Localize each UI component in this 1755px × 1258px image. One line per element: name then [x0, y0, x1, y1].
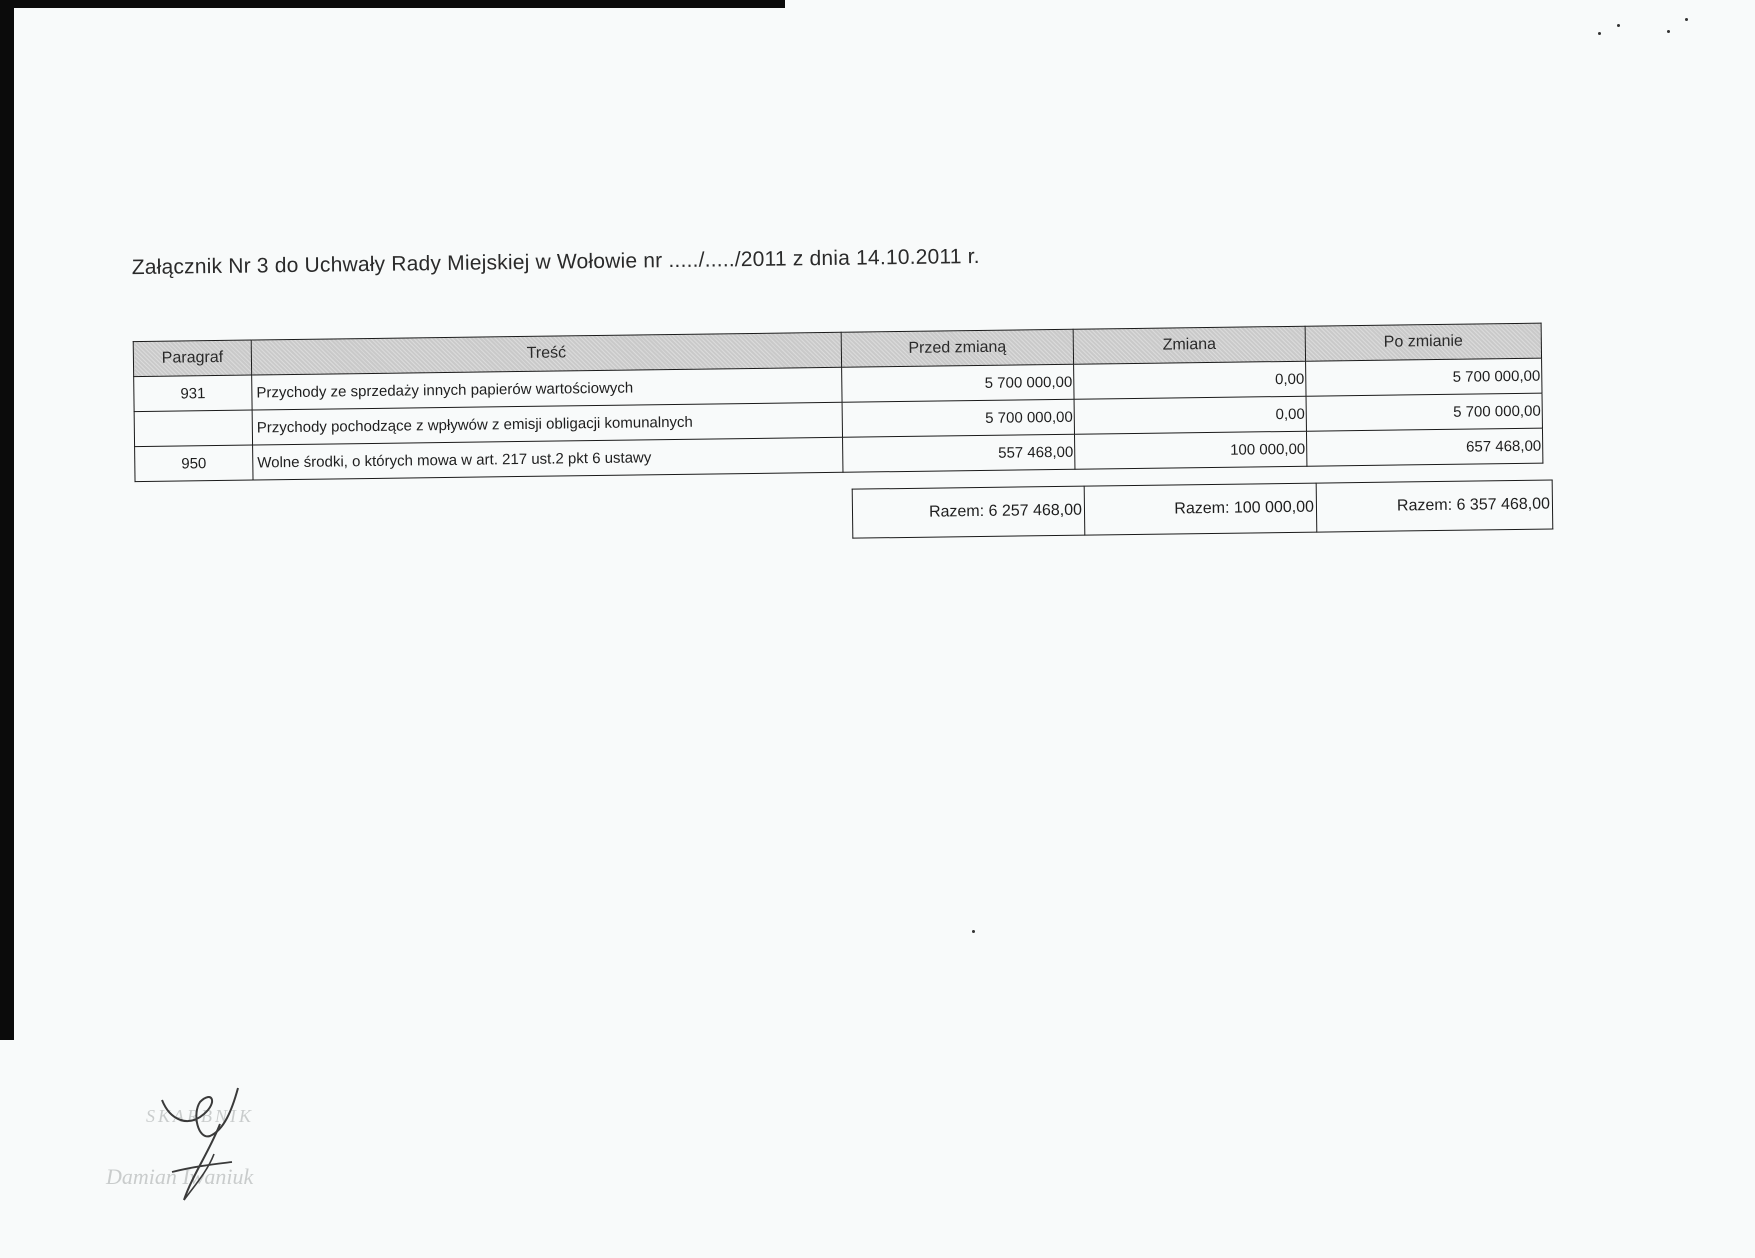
total-po-zmianie: Razem: 6 357 468,00 [1316, 480, 1553, 532]
header-paragraf: Paragraf [133, 340, 251, 377]
header-po-zmianie: Po zmianie [1305, 323, 1541, 361]
cell-zmiana: 0,00 [1074, 396, 1306, 434]
cell-po-zmianie: 5 700 000,00 [1306, 358, 1542, 396]
cell-zmiana: 100 000,00 [1074, 431, 1306, 469]
document-title: Załącznik Nr 3 do Uchwały Rady Miejskiej w Wołowie nr ...../...../2011 z dnia 14.10.2011 r. [131, 244, 980, 280]
budget-table [133, 323, 1544, 482]
cell-po-zmianie: 657 468,00 [1306, 428, 1542, 466]
signature-block [100, 1080, 330, 1220]
cell-po-zmianie: 5 700 000,00 [1306, 393, 1542, 431]
header-zmiana: Zmiana [1073, 326, 1305, 364]
totals-table [852, 480, 1554, 539]
cell-paragraf: 950 [135, 445, 253, 482]
cell-tresc: Przychody pochodzące z wpływów z emisji obligacji komunalnych [252, 402, 842, 445]
totals-row [852, 480, 1553, 538]
stamp-title: SKARBNIK [146, 1106, 254, 1126]
cell-przed-zmiana: 5 700 000,00 [842, 364, 1074, 402]
stamp-name: Damian Iwaniuk [106, 1164, 254, 1189]
cell-paragraf: 931 [134, 375, 252, 412]
total-zmiana: Razem: 100 000,00 [1084, 483, 1317, 535]
handwritten-signature [100, 1080, 330, 1220]
header-tresc: Treść [251, 332, 841, 375]
header-przed-zmiana: Przed zmianą [841, 329, 1073, 367]
cell-paragraf [134, 410, 252, 447]
cell-tresc: Wolne środki, o których mowa w art. 217 ust.2 pkt 6 ustawy [253, 437, 843, 480]
cell-zmiana: 0,00 [1074, 361, 1306, 399]
cell-przed-zmiana: 557 468,00 [843, 434, 1075, 472]
total-przed-zmiana: Razem: 6 257 468,00 [852, 486, 1085, 538]
cell-tresc: Przychody ze sprzedaży innych papierów wartościowych [252, 367, 842, 410]
cell-przed-zmiana: 5 700 000,00 [842, 399, 1074, 437]
